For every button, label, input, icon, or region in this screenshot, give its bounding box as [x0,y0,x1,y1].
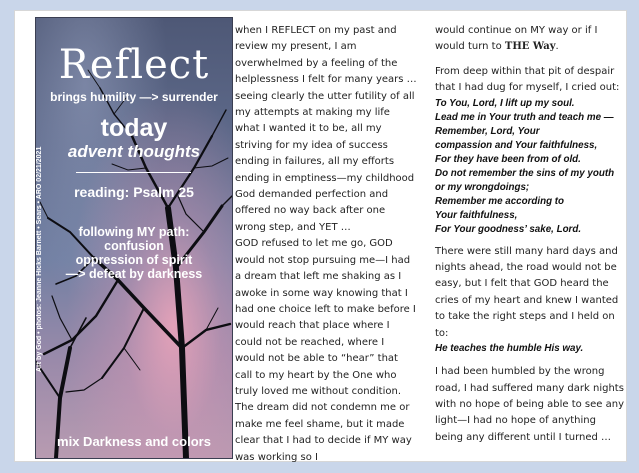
psalm-line: To You, Lord, I lift up my soul. [435,97,575,109]
path-line: —> defeat by darkness [65,267,203,281]
the-way-line: would turn to THE Way. [435,41,559,53]
right-text-column [435,23,627,446]
page [14,10,627,462]
photo-credit: Art by God • photos: Jeanne Hicks Barnett • Sears • ARO 02/21/2021 [36,146,43,372]
heading-divider [76,172,191,173]
psalm-quote [435,97,627,238]
psalm-line: Lead me in Your truth and teach me — [435,111,614,123]
reflect-image-panel [35,17,233,459]
psalm-line: or my wrongdoings; [435,182,530,194]
humbled-paragraph: I had been humbled by the wrong road, I had suffered many dark nights with no hope of being able to see any light—I had no hope of anything being any different until I turned … [435,366,625,443]
reflection-paragraph: when I REFLECT on my past and review my present, I am overwhelmed by a feeling of the helplessness I felt for many years … seeing clearly the utter futility of all my attempts at making my life what I wanted it to be, all my striving for my idea of success ending in failures, all my efforts ending in emptiness—my childhood God demanded perfection and offered no way back after one wrong step, and YET … [235,25,417,233]
psalm-line: Remember me according to [435,196,565,208]
psalm-line: Your faithfulness, [435,210,518,222]
psalm-line: compassion and Your faithfulness, [435,139,598,151]
path-line: following MY path: [78,225,190,239]
despair-paragraph: From deep within that pit of despair that I had dug for myself, I cried out: [435,65,620,94]
dream-paragraph: GOD refused to let me go, GOD would not stop pursuing me—I had a dream that left me shaking as I awoke in some way knowing that I had one choice left to make before I would reach that place where I could not be reached, where I would not be able to “hear” that call to my heart by the One who truly loved me without condition. The dream did not condemn me or make me feel shame, but it made clear that I had to decide if MY way was working so I [235,238,416,463]
reflect-title: Reflect [58,42,210,88]
humble-quote: He teaches the humble His way. [435,343,584,354]
psalm-line: For they have been from of old. [435,154,581,165]
continue-line: would continue on MY way or if I [435,25,598,36]
reflect-subtitle: brings humility —> surrender [50,90,218,104]
advent-heading: advent thoughts [67,142,201,161]
reading-reference: reading: Psalm 25 [74,184,194,200]
psalm-line: Remember, Lord, Your [435,125,540,137]
path-line: confusion [104,239,164,253]
path-summary [36,225,232,281]
path-line: oppression of spirit [75,253,193,267]
panel-footer-caption: mix Darkness and colors [57,434,211,449]
today-heading: today [100,114,168,142]
psalm-line: Do not remember the sins of my youth [435,168,615,180]
hard-days-paragraph: There were still many hard days and nights ahead, the road would not be easy, but I felt that GOD heard the cries of my heart and knew I wanted to take the right steps and I held on to: [435,245,619,339]
the-way-text: THE Way [504,41,556,53]
psalm-line: For Your goodness’ sake, Lord. [435,224,582,236]
middle-text-column [235,23,417,466]
